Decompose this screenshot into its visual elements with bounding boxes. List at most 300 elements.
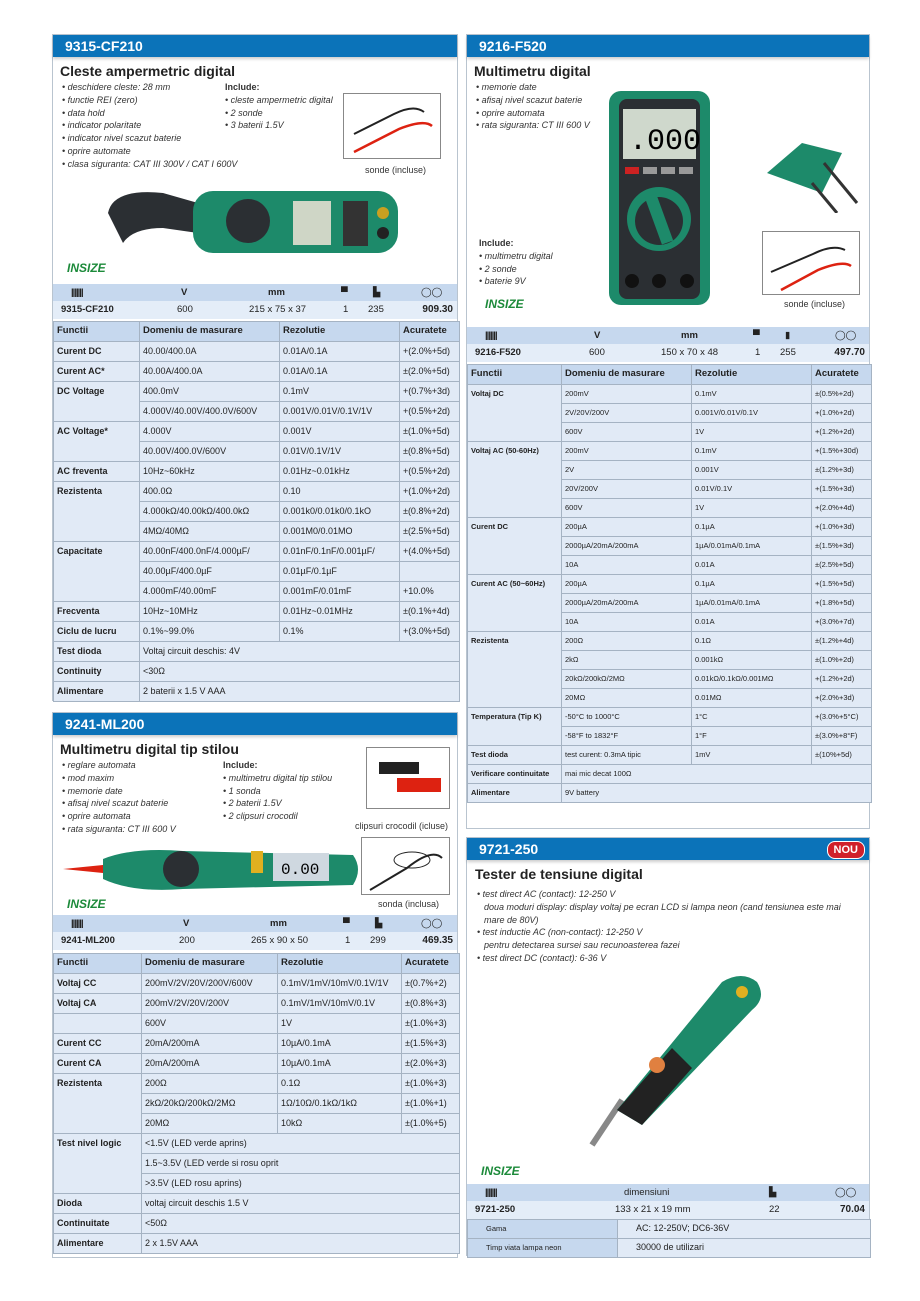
- range-cell: 400.0mV: [140, 382, 280, 402]
- resolution-cell: 0.01µF/0.1µF: [280, 562, 400, 582]
- table-row: [468, 746, 872, 765]
- table-row: [468, 784, 872, 803]
- accuracy-cell: ±(1.0%+3): [402, 1074, 460, 1094]
- weight-icon: ▮: [785, 330, 791, 341]
- accuracy-cell: ±(0.8%+2d): [400, 502, 460, 522]
- accuracy-cell: +(1.0%+3d): [812, 518, 872, 537]
- accuracy-cell: +(1.2%+2d): [812, 670, 872, 689]
- list-item: • 3 baterii 1.5V: [225, 120, 284, 131]
- table-row: [54, 602, 460, 622]
- accuracy-cell: +(0.5%+2d): [400, 462, 460, 482]
- product-panel-9216-f520: [466, 34, 870, 829]
- product-panel-9721-250: [466, 837, 870, 1256]
- weight-icon: ▙: [769, 1187, 777, 1198]
- range-cell: 20mA/200mA: [142, 1034, 278, 1054]
- feature-item: • test direct DC (contact): 6-36 V: [477, 952, 607, 963]
- resolution-cell: 0.1%: [280, 622, 400, 642]
- table-header-row: [54, 322, 460, 342]
- spec-dimensions: 265 x 90 x 50: [251, 935, 309, 946]
- include-label: Include:: [225, 82, 260, 92]
- resolution-cell: 1°F: [692, 727, 812, 746]
- function-cell: Continuitate: [54, 1214, 142, 1234]
- specs-table: [53, 321, 460, 702]
- resolution-cell: 0.01A: [692, 613, 812, 632]
- list-item: • memorie date: [62, 785, 123, 796]
- range-cell: 20mA/200mA: [142, 1054, 278, 1074]
- insize-logo: INSIZE: [481, 1164, 520, 1178]
- accuracy-cell: ±(1.0%+3): [402, 1014, 460, 1034]
- accuracy-cell: +(2.0%+5d): [400, 342, 460, 362]
- list-item: • oprire automata: [62, 811, 131, 822]
- function-cell: Dioda: [54, 1194, 142, 1214]
- accuracy-cell: ±(2.5%+5d): [400, 522, 460, 542]
- range-cell: 10Hz~60kHz: [140, 462, 280, 482]
- package-icon: ▀: [341, 287, 348, 298]
- function-cell: [54, 1014, 142, 1034]
- accuracy-cell: +(2.0%+4d): [812, 499, 872, 518]
- specs-table: [53, 953, 460, 1254]
- range-cell: 4MΩ/40MΩ: [140, 522, 280, 542]
- function-cell: Curent AC (50~60Hz): [468, 575, 562, 632]
- spec-bar: [467, 1184, 869, 1219]
- resolution-cell: 0.001V/0.01V/0.1V/1V: [280, 402, 400, 422]
- weight-icon: ▙: [373, 287, 381, 298]
- column-header: Rezolutie: [278, 954, 402, 974]
- list-item: • 2 clipsuri crocodil: [223, 811, 298, 822]
- table-row: [468, 575, 872, 594]
- feature-list: [477, 888, 847, 965]
- feature-detail: pentru detectarea sursei sau recunoasterea fazei: [484, 940, 680, 951]
- range-cell: 40.00µF/400.0µF: [140, 562, 280, 582]
- barcode-icon: |||||||: [485, 1187, 497, 1198]
- insize-logo: INSIZE: [485, 297, 524, 311]
- range-cell: 0.1%~99.0%: [140, 622, 280, 642]
- insize-logo: INSIZE: [67, 897, 106, 911]
- spec-price: 909.30: [422, 304, 453, 315]
- resolution-cell: 0.001kΩ: [692, 651, 812, 670]
- column-header: Rezolutie: [280, 322, 400, 342]
- multimeter-stand-image: [762, 123, 862, 213]
- accuracy-cell: ±(1.0%+5d): [400, 422, 460, 442]
- list-item: • deschidere cleste: 28 mm: [62, 82, 171, 92]
- table-row: [468, 518, 872, 537]
- resolution-cell: 0.01nF/0.1nF/0.001µF/: [280, 542, 400, 562]
- function-cell: Rezistenta: [54, 1074, 142, 1134]
- spec-price: 497.70: [834, 347, 865, 358]
- list-item: • rata siguranta: CT III 600 V: [476, 120, 590, 131]
- range-cell: 40.00A/400.0A: [140, 362, 280, 382]
- table-row: [54, 1054, 460, 1074]
- accuracy-cell: +(2.0%+3d): [812, 689, 872, 708]
- resolution-cell: 1V: [278, 1014, 402, 1034]
- resolution-cell: 1°C: [692, 708, 812, 727]
- include-label: Include:: [223, 760, 258, 770]
- price-coins-icon: ◯◯: [835, 330, 857, 341]
- accuracy-cell: ±(1.2%+4d): [812, 632, 872, 651]
- function-cell: Curent DC: [468, 518, 562, 575]
- resolution-cell: 0.01Hz~0.01MHz: [280, 602, 400, 622]
- range-cell: 200mV: [562, 442, 692, 461]
- range-cell: 4.000kΩ/40.00kΩ/400.0kΩ: [140, 502, 280, 522]
- function-cell: Alimentare: [54, 682, 140, 702]
- column-header: Domeniu de masurare: [142, 954, 278, 974]
- table-row: [468, 1220, 871, 1239]
- list-item: • indicator nivel scazut baterie: [62, 133, 182, 144]
- new-badge: NOU: [827, 841, 865, 859]
- list-item: • 2 sonde: [225, 107, 263, 118]
- spec-pack: 1: [755, 347, 761, 358]
- spec-price: 70.04: [839, 1204, 865, 1215]
- list-item: • 2 sonde: [479, 263, 517, 274]
- spec-voltage: 600: [589, 347, 605, 358]
- accuracy-cell: ±(0.1%+4d): [400, 602, 460, 622]
- range-cell: 10A: [562, 556, 692, 575]
- function-cell: Voltaj AC (50-60Hz): [468, 442, 562, 518]
- list-item: • clasa siguranta: CAT III 300V / CAT I 600V: [62, 158, 238, 169]
- function-cell: AC Voltage*: [54, 422, 140, 462]
- accuracy-cell: +(1.0%+2d): [400, 482, 460, 502]
- product-title: Multimetru digital: [474, 63, 591, 79]
- product-code-header: 9241-ML200: [53, 713, 457, 735]
- spec-voltage: 600: [177, 304, 193, 315]
- accuracy-cell: +(4.0%+5d): [400, 542, 460, 562]
- table-row: [54, 462, 460, 482]
- feature-list: [62, 81, 237, 171]
- product-code: 9721-250: [479, 841, 539, 857]
- function-cell: AC freventa: [54, 462, 140, 482]
- include-items: [225, 94, 333, 132]
- property-cell: Timp viata lampa neon: [468, 1239, 618, 1258]
- spec-bar: [467, 327, 869, 362]
- function-cell: Alimentare: [468, 784, 562, 803]
- range-cell: 600V: [562, 499, 692, 518]
- column-header: Functii: [468, 365, 562, 385]
- table-row: [468, 708, 872, 727]
- accuracy-cell: ±(2.0%+5d): [400, 362, 460, 382]
- resolution-cell: 0.1mV/1mV/10mV/0.1V: [278, 994, 402, 1014]
- range-cell: 200mV/2V/20V/200V/600V: [142, 974, 278, 994]
- specs-table: [467, 1219, 871, 1258]
- function-cell: Frecventa: [54, 602, 140, 622]
- table-row: [54, 422, 460, 442]
- accuracy-cell: ±(10%+5d): [812, 746, 872, 765]
- range-cell: 2V: [562, 461, 692, 480]
- spec-bar: [53, 284, 457, 319]
- multimeter-image: [607, 89, 712, 307]
- dimensions-header: dimensiuni: [624, 1187, 670, 1198]
- range-cell: 200µA: [562, 575, 692, 594]
- spec-weight: 255: [780, 347, 796, 358]
- table-row: [54, 1034, 460, 1054]
- range-cell: 600V: [562, 423, 692, 442]
- value-cell: <50Ω: [142, 1214, 460, 1234]
- accuracy-cell: ±(0.5%+2d): [812, 385, 872, 404]
- function-cell: Continuity: [54, 662, 140, 682]
- list-item: • oprire automata: [476, 107, 545, 118]
- table-row: [54, 382, 460, 402]
- resolution-cell: 1Ω/10Ω/0.1kΩ/1kΩ: [278, 1094, 402, 1114]
- list-item: • indicator polaritate: [62, 120, 142, 131]
- accuracy-cell: +(1.2%+2d): [812, 423, 872, 442]
- resolution-cell: 0.001V: [280, 422, 400, 442]
- list-item: • memorie date: [476, 82, 537, 92]
- value-cell: >3.5V (LED rosu aprins): [142, 1174, 460, 1194]
- accuracy-cell: ±(1.0%+1): [402, 1094, 460, 1114]
- product-code-header: 9315-CF210: [53, 35, 457, 57]
- resolution-cell: 0.1µA: [692, 575, 812, 594]
- range-cell: 2000µA/20mA/200mA: [562, 594, 692, 613]
- range-cell: 2kΩ/20kΩ/200kΩ/2MΩ: [142, 1094, 278, 1114]
- range-cell: 40.00V/400.0V/600V: [140, 442, 280, 462]
- resolution-cell: 0.01V/0.1V/1V: [280, 442, 400, 462]
- accuracy-cell: +(3.0%+5°C): [812, 708, 872, 727]
- insize-logo: INSIZE: [67, 261, 106, 275]
- function-cell: Rezistenta: [468, 632, 562, 708]
- product-title: Multimetru digital tip stilou: [60, 741, 239, 757]
- range-cell: 2V/20V/200V: [562, 404, 692, 423]
- accuracy-cell: ±(1.5%+3): [402, 1034, 460, 1054]
- table-row: [468, 442, 872, 461]
- specs-table: [467, 364, 872, 803]
- list-item: • data hold: [62, 107, 105, 118]
- value-cell: 1.5~3.5V (LED verde si rosu oprit: [142, 1154, 460, 1174]
- column-header: Domeniu de masurare: [140, 322, 280, 342]
- function-cell: Alimentare: [54, 1234, 142, 1254]
- function-cell: Test dioda: [54, 642, 140, 662]
- range-cell: 10Hz~10MHz: [140, 602, 280, 622]
- resolution-cell: 0.001V/0.01V/0.1V: [692, 404, 812, 423]
- resolution-cell: 0.1mV: [692, 442, 812, 461]
- table-row: [54, 682, 460, 702]
- resolution-cell: 1V: [692, 423, 812, 442]
- table-header-row: [54, 954, 460, 974]
- include-label: Include:: [479, 238, 514, 248]
- column-header: Domeniu de masurare: [562, 365, 692, 385]
- weight-icon: ▙: [375, 918, 383, 929]
- range-cell: -58°F to 1832°F: [562, 727, 692, 746]
- resolution-cell: 0.001M0/0.01MO: [280, 522, 400, 542]
- pen-multimeter-image: [63, 843, 358, 895]
- value-cell: voltaj circuit deschis 1.5 V: [142, 1194, 460, 1214]
- range-cell: 40.00nF/400.0nF/4.000µF/: [140, 542, 280, 562]
- function-cell: Voltaj CC: [54, 974, 142, 994]
- list-item: • mod maxim: [62, 772, 115, 783]
- value-cell: 30000 de utilizari: [618, 1239, 871, 1258]
- property-cell: Gama: [468, 1220, 618, 1239]
- spec-dimensions: 215 x 75 x 37: [249, 304, 307, 315]
- resolution-cell: 0.1mV: [280, 382, 400, 402]
- list-item: • afisaj nivel scazut baterie: [476, 94, 583, 105]
- resolution-cell: 1mV: [692, 746, 812, 765]
- dimensions-header: mm: [268, 287, 285, 298]
- accuracy-cell: +(3.0%+7d): [812, 613, 872, 632]
- range-cell: 2000µA/20mA/200mA: [562, 537, 692, 556]
- include-list: [223, 759, 332, 823]
- voltage-header: V: [181, 287, 188, 298]
- barcode-icon: |||||||: [485, 330, 497, 341]
- table-row: [468, 385, 872, 404]
- table-header-row: [468, 365, 872, 385]
- resolution-cell: 0.1µA: [692, 518, 812, 537]
- resolution-cell: 0.1mV/1mV/10mV/0.1V/1V: [278, 974, 402, 994]
- table-row: [54, 1134, 460, 1154]
- spec-voltage: 200: [179, 935, 195, 946]
- voltage-header: V: [594, 330, 601, 341]
- range-cell: 4.000V: [140, 422, 280, 442]
- list-item: • cleste ampermetric digital: [225, 94, 333, 105]
- column-header: Acuratete: [400, 322, 460, 342]
- resolution-cell: 0.1mV: [692, 385, 812, 404]
- accuracy-cell: +(1.0%+2d): [812, 404, 872, 423]
- price-coins-icon: ◯◯: [421, 918, 443, 929]
- spec-bar: [53, 915, 457, 950]
- list-item: • multimetru digital tip stilou: [223, 772, 333, 783]
- table-row: [54, 622, 460, 642]
- list-item: • reglare automata: [62, 760, 136, 770]
- feature-list: [476, 81, 590, 132]
- table-row: [54, 662, 460, 682]
- function-cell: Rezistenta: [54, 482, 140, 542]
- include-list: [479, 237, 553, 288]
- probe-image: [361, 837, 450, 895]
- function-cell: Verificare continuitate: [468, 765, 562, 784]
- product-panel-9315-cf210: [52, 34, 458, 701]
- resolution-cell: 10µA/0.1mA: [278, 1034, 402, 1054]
- function-cell: Curent CA: [54, 1054, 142, 1074]
- feature-detail: doua moduri display: display voltaj pe ecran LCD si lampa neon (cand tensiunea este mai mare de 80V): [484, 901, 841, 925]
- feature-item: • test direct AC (contact): 12-250 V: [477, 889, 616, 899]
- probes-image: [343, 93, 441, 159]
- range-cell: 2kΩ: [562, 651, 692, 670]
- dimensions-header: mm: [681, 330, 698, 341]
- lcd-display: .000: [629, 125, 702, 159]
- list-item: • afisaj nivel scazut baterie: [62, 798, 169, 809]
- value-cell: <30Ω: [140, 662, 460, 682]
- accuracy-cell: ±(2.0%+3): [402, 1054, 460, 1074]
- crocodile-clips-caption: clipsuri crocodil (icluse): [355, 821, 449, 831]
- value-cell: mai mic decat 100Ω: [562, 765, 872, 784]
- accuracy-cell: +(1.5%+5d): [812, 575, 872, 594]
- range-cell: 20MΩ: [142, 1114, 278, 1134]
- resolution-cell: 0.01A: [692, 556, 812, 575]
- accuracy-cell: ±(1.5%+3d): [812, 537, 872, 556]
- column-header: Functii: [54, 954, 142, 974]
- table-row: [54, 542, 460, 562]
- barcode-icon: |||||||: [71, 918, 83, 929]
- resolution-cell: 0.001V: [692, 461, 812, 480]
- list-item: • rata siguranta: CT III 600 V: [62, 823, 176, 834]
- range-cell: 4.000V/40.00V/400.0V/600V: [140, 402, 280, 422]
- function-cell: Capacitate: [54, 542, 140, 602]
- accuracy-cell: ±(1.0%+5): [402, 1114, 460, 1134]
- function-cell: Test dioda: [468, 746, 562, 765]
- function-cell: Curent DC: [54, 342, 140, 362]
- table-row: [468, 765, 872, 784]
- value-cell: 2 baterii x 1.5 V AAA: [140, 682, 460, 702]
- accuracy-cell: +10.0%: [400, 582, 460, 602]
- resolution-cell: 0.001k0/0.01k0/0.1kO: [280, 502, 400, 522]
- table-row: [54, 1014, 460, 1034]
- accuracy-cell: +(1.8%+5d): [812, 594, 872, 613]
- table-row: [468, 1239, 871, 1258]
- range-cell: 200Ω: [142, 1074, 278, 1094]
- function-cell: Ciclu de lucru: [54, 622, 140, 642]
- probes-image: [762, 231, 860, 295]
- resolution-cell: 0.01kΩ/0.1kΩ/0.001MΩ: [692, 670, 812, 689]
- range-cell: 20V/200V: [562, 480, 692, 499]
- range-cell: 4.000mF/40.00mF: [140, 582, 280, 602]
- range-cell: 200mV: [562, 385, 692, 404]
- price-coins-icon: ◯◯: [835, 1187, 857, 1198]
- range-cell: 200Ω: [562, 632, 692, 651]
- range-cell: 600V: [142, 1014, 278, 1034]
- resolution-cell: 0.01V/0.1V: [692, 480, 812, 499]
- table-row: [468, 632, 872, 651]
- accuracy-cell: [400, 562, 460, 582]
- function-cell: Curent CC: [54, 1034, 142, 1054]
- range-cell: 20kΩ/200kΩ/2MΩ: [562, 670, 692, 689]
- table-row: [54, 1214, 460, 1234]
- table-row: [54, 1194, 460, 1214]
- table-row: [54, 994, 460, 1014]
- spec-pack: 1: [345, 935, 351, 946]
- column-header: Acuratete: [402, 954, 460, 974]
- price-coins-icon: ◯◯: [421, 287, 443, 298]
- accuracy-cell: +(1.5%+3d): [812, 480, 872, 499]
- voltage-header: V: [183, 918, 190, 929]
- resolution-cell: 0.01MΩ: [692, 689, 812, 708]
- accuracy-cell: ±(2.5%+5d): [812, 556, 872, 575]
- accuracy-cell: ±(0.7%+2): [402, 974, 460, 994]
- spec-price: 469.35: [422, 935, 453, 946]
- value-cell: Voltaj circuit deschis: 4V: [140, 642, 460, 662]
- product-code-header: [467, 838, 869, 860]
- table-row: [54, 482, 460, 502]
- function-cell: Test nivel logic: [54, 1134, 142, 1194]
- feature-list: [62, 759, 176, 836]
- function-cell: Voltaj DC: [468, 385, 562, 442]
- resolution-cell: 1V: [692, 499, 812, 518]
- list-item: • functie REI (zero): [62, 94, 138, 105]
- clamp-meter-image: [103, 183, 403, 263]
- crocodile-clips-image: [366, 747, 450, 809]
- resolution-cell: 0.001mF/0.01mF: [280, 582, 400, 602]
- range-cell: 200mV/2V/20V/200V: [142, 994, 278, 1014]
- function-cell: Curent AC*: [54, 362, 140, 382]
- column-header: Acuratete: [812, 365, 872, 385]
- column-header: Functii: [54, 322, 140, 342]
- accuracy-cell: ±(1.2%+3d): [812, 461, 872, 480]
- resolution-cell: 0.10: [280, 482, 400, 502]
- spec-weight: 299: [370, 935, 386, 946]
- resolution-cell: 0.1Ω: [692, 632, 812, 651]
- function-cell: Voltaj CA: [54, 994, 142, 1014]
- table-row: [54, 974, 460, 994]
- resolution-cell: 0.01Hz~0.01kHz: [280, 462, 400, 482]
- resolution-cell: 10µA/0.1mA: [278, 1054, 402, 1074]
- resolution-cell: 1µA/0.01mA/0.1mA: [692, 537, 812, 556]
- spec-dimensions: 150 x 70 x 48: [661, 347, 719, 358]
- spec-pack: 1: [343, 304, 349, 315]
- probes-caption: sonde (incluse): [784, 299, 846, 309]
- spec-dimensions: 133 x 21 x 19 mm: [615, 1204, 691, 1215]
- spec-weight: 235: [368, 304, 384, 315]
- lcd-display: 0.00: [281, 861, 320, 879]
- value-cell: AC: 12-250V; DC6-36V: [618, 1220, 871, 1239]
- table-row: [54, 362, 460, 382]
- resolution-cell: 0.1Ω: [278, 1074, 402, 1094]
- range-cell: 400.0Ω: [140, 482, 280, 502]
